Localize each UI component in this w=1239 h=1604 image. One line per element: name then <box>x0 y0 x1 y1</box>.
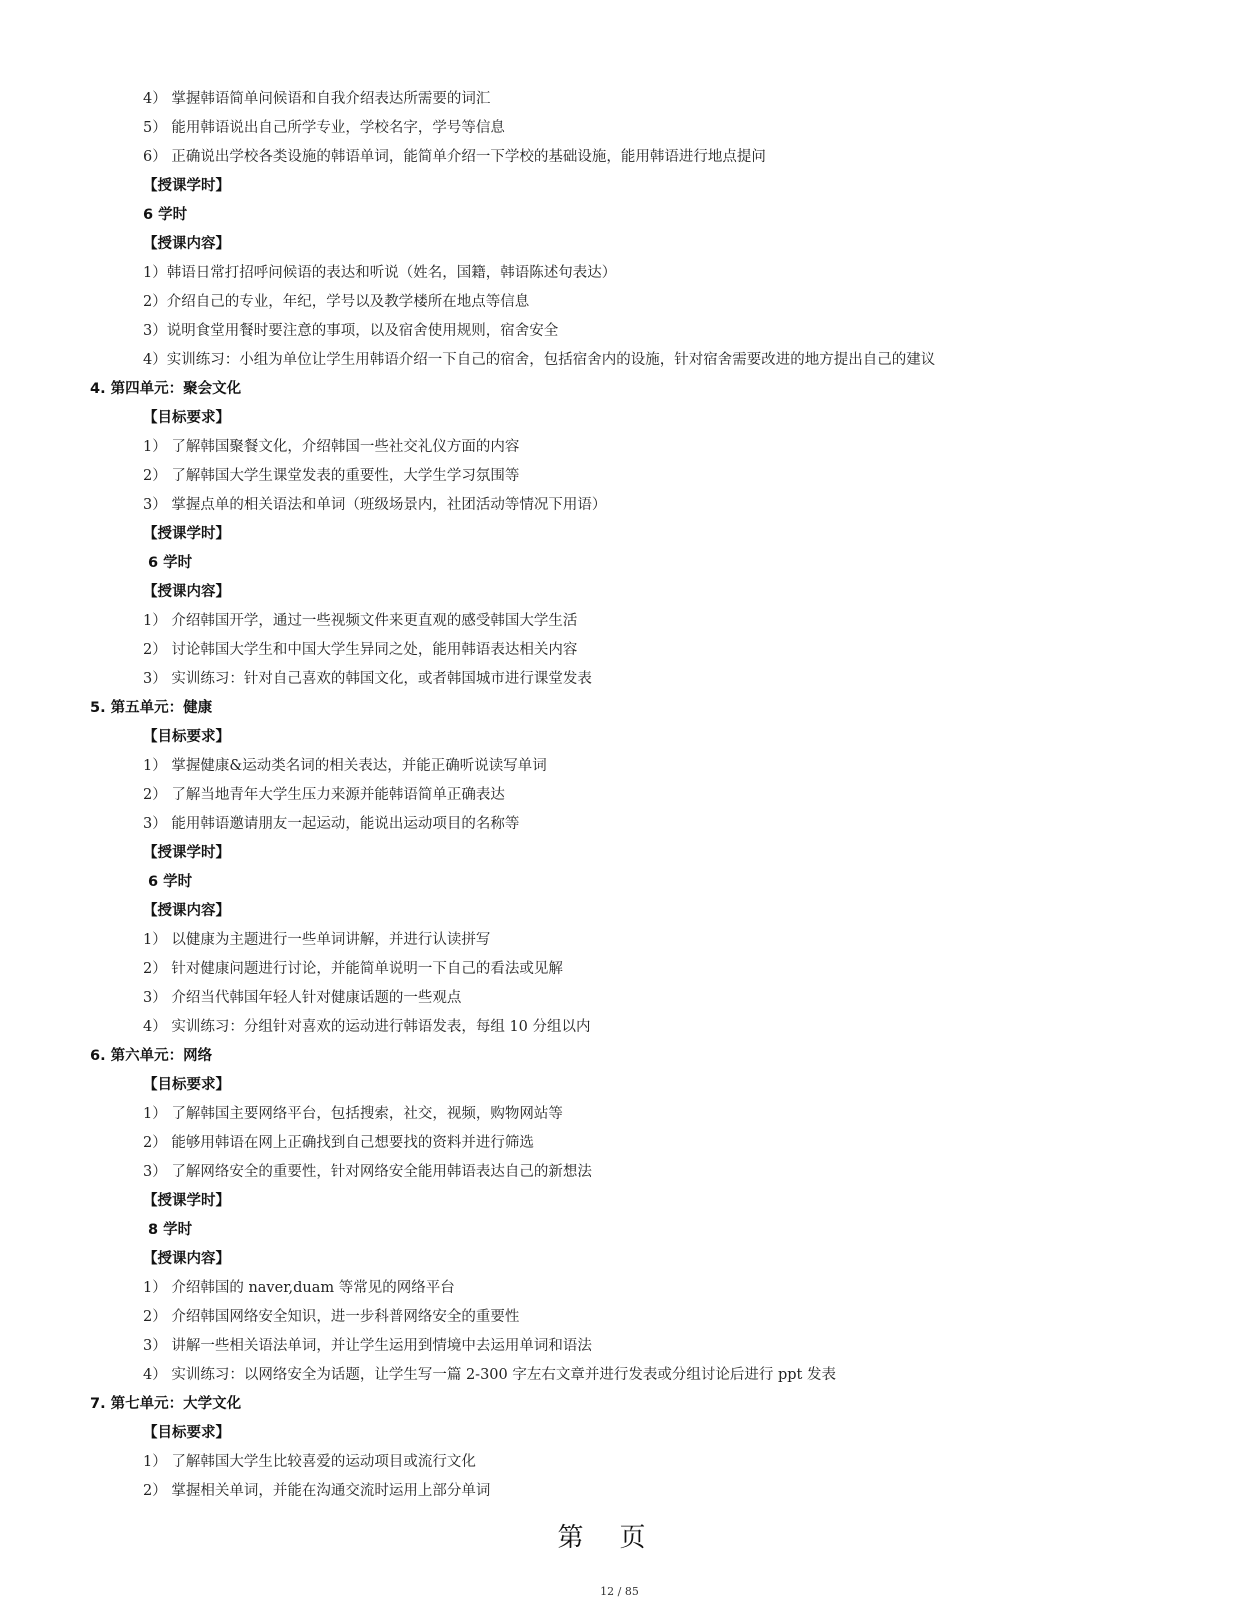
section-label-content: 【授课内容】 <box>143 903 230 919</box>
unit-heading-4: 4. 第四单元：聚会文化 <box>90 381 242 397</box>
goal-item-5: 5） 能用韩语说出自己所学专业，学校名字，学号等信息 <box>143 120 505 136</box>
page-number-label: 第页 <box>557 1523 682 1553</box>
content-item-2: 2） 针对健康问题进行讨论，并能简单说明一下自己的看法或见解 <box>143 961 563 977</box>
content-item-4: 4）实训练习：小组为单位让学生用韩语介绍一下自己的宿舍，包括宿舍内的设施，针对宿舍需要改进的地方提出自己的建议 <box>143 352 936 368</box>
section-label-goals: 【目标要求】 <box>143 1425 230 1441</box>
section-label-goals: 【目标要求】 <box>143 1077 230 1093</box>
section-label-hours: 【授课学时】 <box>143 526 230 542</box>
goal-item-3: 3） 了解网络安全的重要性，针对网络安全能用韩语表达自己的新想法 <box>143 1164 592 1180</box>
content-item-3: 3） 实训练习：针对自己喜欢的韩国文化，或者韩国城市进行课堂发表 <box>143 671 592 687</box>
section-label-content: 【授课内容】 <box>143 1251 230 1267</box>
section-label-goals: 【目标要求】 <box>143 729 230 745</box>
goal-item-2: 2） 了解当地青年大学生压力来源并能韩语简单正确表达 <box>143 787 505 803</box>
content-item-1: 1） 介绍韩国的 naver,duam 等常见的网络平台 <box>143 1280 455 1296</box>
goal-item-2: 2） 了解韩国大学生课堂发表的重要性，大学生学习氛围等 <box>143 468 520 484</box>
content-item-2: 2） 讨论韩国大学生和中国大学生异同之处，能用韩语表达相关内容 <box>143 642 578 658</box>
content-item-4: 4） 实训练习：以网络安全为话题，让学生写一篇 2-300 字左右文章并进行发表或分组讨论后进行 ppt 发表 <box>143 1367 836 1383</box>
hours-value: 6 学时 <box>148 555 193 571</box>
goal-item-2: 2） 掌握相关单词，并能在沟通交流时运用上部分单词 <box>143 1483 491 1499</box>
section-label-content: 【授课内容】 <box>143 236 230 252</box>
unit-heading-7: 7. 第七单元：大学文化 <box>90 1396 242 1412</box>
content-item-1: 1）韩语日常打招呼问候语的表达和听说（姓名，国籍，韩语陈述句表达） <box>143 265 617 281</box>
section-label-hours: 【授课学时】 <box>143 1193 230 1209</box>
content-item-4: 4） 实训练习：分组针对喜欢的运动进行韩语发表，每组 10 分组以内 <box>143 1019 591 1035</box>
content-item-1: 1） 以健康为主题进行一些单词讲解，并进行认读拼写 <box>143 932 491 948</box>
goal-item-3: 3） 能用韩语邀请朋友一起运动，能说出运动项目的名称等 <box>143 816 520 832</box>
section-label-goals: 【目标要求】 <box>143 410 230 426</box>
content-item-2: 2） 介绍韩国网络安全知识，进一步科普网络安全的重要性 <box>143 1309 520 1325</box>
content-item-3: 3） 讲解一些相关语法单词，并让学生运用到情境中去运用单词和语法 <box>143 1338 592 1354</box>
content-item-2: 2）介绍自己的专业，年纪，学号以及教学楼所在地点等信息 <box>143 294 530 310</box>
unit-heading-5: 5. 第五单元：健康 <box>90 700 213 716</box>
goal-item-6: 6） 正确说出学校各类设施的韩语单词，能简单介绍一下学校的基础设施，能用韩语进行地点提问 <box>143 149 766 165</box>
goal-item-1: 1） 了解韩国主要网络平台，包括搜索，社交，视频，购物网站等 <box>143 1106 563 1122</box>
content-item-1: 1） 介绍韩国开学，通过一些视频文件来更直观的感受韩国大学生活 <box>143 613 578 629</box>
goal-item-3: 3） 掌握点单的相关语法和单词（班级场景内，社团活动等情况下用语） <box>143 497 607 513</box>
goal-item-1: 1） 了解韩国聚餐文化，介绍韩国一些社交礼仪方面的内容 <box>143 439 520 455</box>
goal-item-2: 2） 能够用韩语在网上正确找到自己想要找的资料并进行筛选 <box>143 1135 534 1151</box>
goal-item-1: 1） 掌握健康&运动类名词的相关表达，并能正确听说读写单词 <box>143 758 547 774</box>
section-label-hours: 【授课学时】 <box>143 845 230 861</box>
section-label-hours: 【授课学时】 <box>143 178 230 194</box>
goal-item-1: 1） 了解韩国大学生比较喜爱的运动项目或流行文化 <box>143 1454 476 1470</box>
section-label-content: 【授课内容】 <box>143 584 230 600</box>
content-item-3: 3）说明食堂用餐时要注意的事项，以及宿舍使用规则，宿舍安全 <box>143 323 559 339</box>
hours-value: 8 学时 <box>148 1222 193 1238</box>
content-item-3: 3） 介绍当代韩国年轻人针对健康话题的一些观点 <box>143 990 462 1006</box>
goal-item-4: 4） 掌握韩语简单问候语和自我介绍表达所需要的词汇 <box>143 91 491 107</box>
hours-value: 6 学时 <box>148 874 193 890</box>
hours-value: 6 学时 <box>143 207 188 223</box>
unit-heading-6: 6. 第六单元：网络 <box>90 1048 213 1064</box>
page-count: 12 / 85 <box>600 1585 639 1598</box>
